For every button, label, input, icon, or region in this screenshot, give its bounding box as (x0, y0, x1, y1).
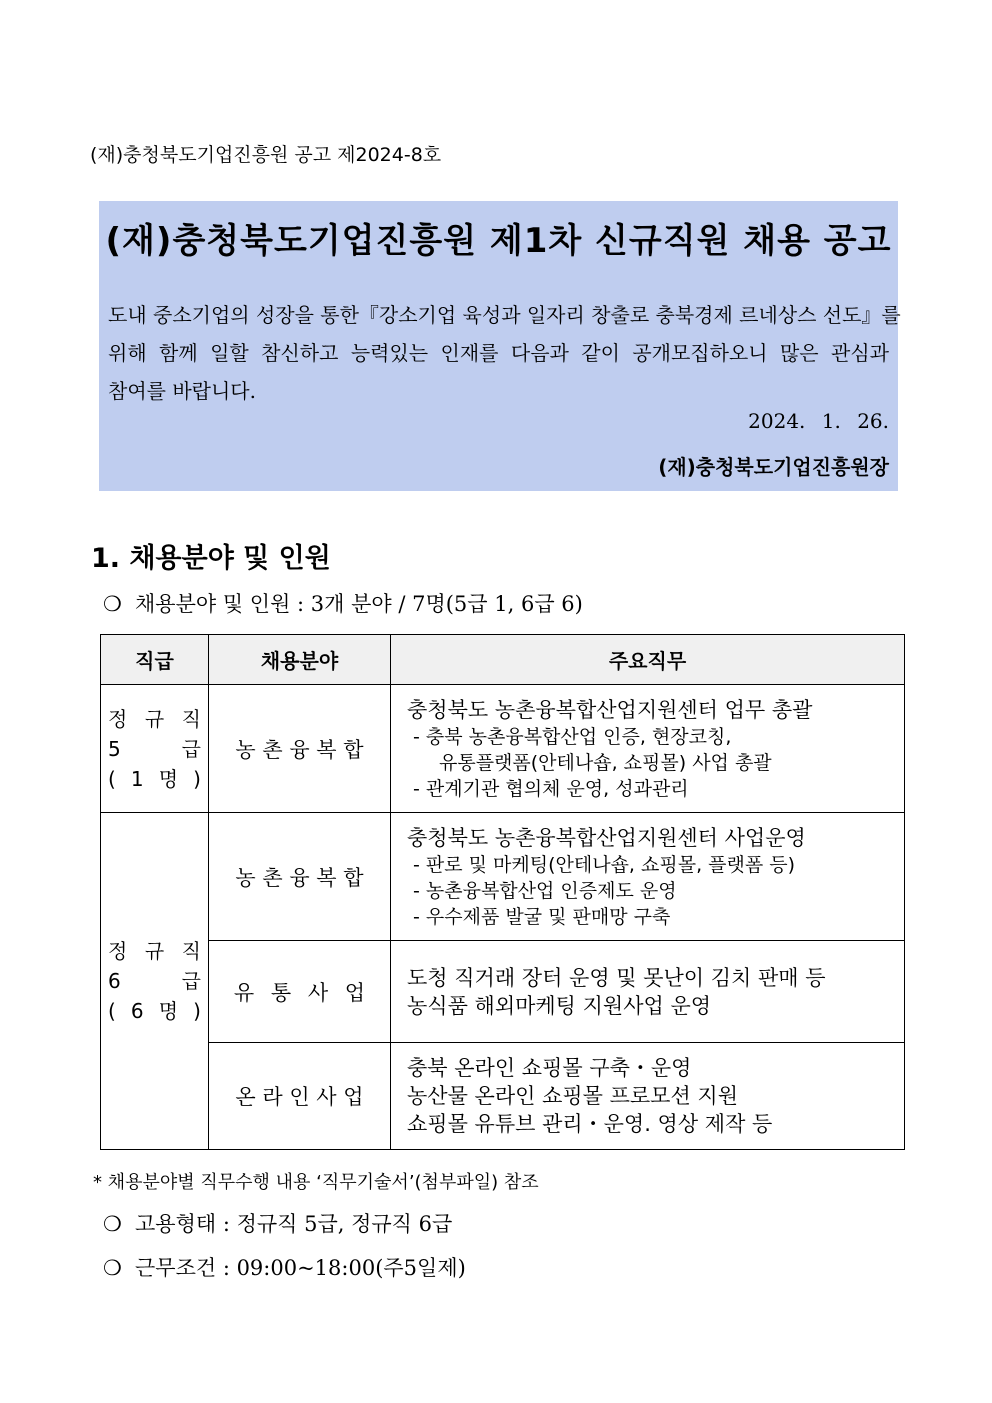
notice-number: (재)충청북도기업진흥원 공고 제2024-8호 (90, 144, 442, 166)
body-line-3: 참여를 바랍니다. (108, 379, 256, 403)
employment-type: ❍ 고용형태 : 정규직 5급, 정규직 6급 (103, 1212, 453, 1236)
header-duty: 주요직무 (391, 635, 905, 685)
table-row (101, 685, 905, 813)
announcement-body (108, 296, 901, 410)
header-grade: 직급 (101, 635, 209, 685)
recruitment-table (100, 634, 905, 1150)
recruitment-summary: ❍ 채용분야 및 인원 : 3개 분야 / 7명(5급 1, 6급 6) (103, 592, 583, 616)
duty-cell: 충청북도 농촌융복합산업지원센터 사업운영 - 판로 및 마케팅(안테나숍, 쇼핑몰, 플랫폼 등) - 농촌융복합산업 인증제도 운영 - 우수제품 발굴 및 판매망 구축 (391, 813, 905, 941)
field-cell: 온 라 인 사 업 (209, 1043, 391, 1150)
field-cell: 유 통 사 업 (209, 941, 391, 1043)
table-row (101, 1043, 905, 1150)
field-cell: 농 촌 융 복 합 (209, 813, 391, 941)
grade-cell-5: 정 규 직 5 급 ( 1 명 ) (101, 685, 209, 813)
duty-cell: 충청북도 농촌융복합산업지원센터 업무 총괄 - 충북 농촌융복합산업 인증, 현장코칭, 유통플랫폼(안테나숍, 쇼핑몰) 사업 총괄 - 관계기관 협의체 운영, 성과관리 (391, 685, 905, 813)
circle-bullet-icon: ❍ (103, 1256, 122, 1280)
body-line-1: 도내 중소기업의 성장을 통한『강소기업 육성과 일자리 창출로 충북경제 르네상스 선도』를 (108, 303, 901, 327)
announcement-signer: (재)충청북도기업진흥원장 (658, 455, 889, 479)
section-title: 1. 채용분야 및 인원 (91, 543, 331, 574)
circle-bullet-icon: ❍ (103, 1212, 122, 1236)
table-row (101, 941, 905, 1043)
announcement-date: 2024. 1. 26. (748, 409, 889, 433)
footnote: * 채용분야별 직무수행 내용 ‘직무기술서’(첨부파일) 참조 (93, 1172, 539, 1193)
duty-cell: 충북 온라인 쇼핑몰 구축・운영 농산물 온라인 쇼핑몰 프로모션 지원 쇼핑몰 유튜브 관리・운영. 영상 제작 등 (391, 1043, 905, 1150)
announcement-banner (99, 201, 901, 491)
circle-bullet-icon: ❍ (103, 592, 122, 616)
grade-cell-6: 정 규 직 6 급 ( 6 명 ) (101, 813, 209, 1150)
table-header-row (101, 635, 905, 685)
announcement-title: (재)충청북도기업진흥원 제1차 신규직원 채용 공고 (105, 221, 892, 261)
header-field: 채용분야 (209, 635, 391, 685)
work-conditions: ❍ 근무조건 : 09:00~18:00(주5일제) (103, 1256, 466, 1280)
table-row (101, 813, 905, 941)
duty-cell: 도청 직거래 장터 운영 및 못난이 김치 판매 등 농식품 해외마케팅 지원사업 운영 (391, 941, 905, 1043)
field-cell: 농 촌 융 복 합 (209, 685, 391, 813)
body-line-2: 위해 함께 일할 참신하고 능력있는 인재를 다음과 같이 공개모집하오니 많은 관심과 (108, 341, 889, 365)
